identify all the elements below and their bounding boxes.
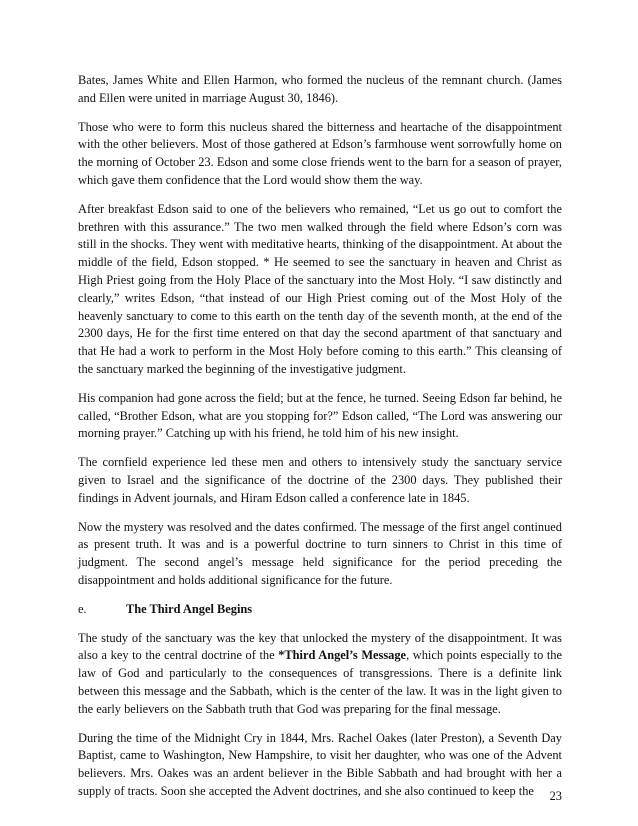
section-heading bbox=[78, 601, 562, 619]
third-angel-message-emphasis: *Third Angel’s Message bbox=[278, 648, 407, 663]
paragraph-rachel-oakes: During the time of the Midnight Cry in 1844, Mrs. Rachel Oakes (later Preston), a Seventh Day Baptist, came to Washington, New Hampshire, to visit her daughter, who was one of the Advent believers. Mrs. Oakes was an ardent believer in the Bible Sabbath and had brought with her a supply of tracts. Soon she accepted the Advent doctrines, and she also continued to keep the bbox=[78, 730, 562, 798]
section-title: The Third Angel Begins bbox=[126, 601, 253, 616]
paragraph-companion: His companion had gone across the field; but at the fence, he turned. Seeing Edson far behind, he called, “Brother Edson, what are you stopping for?” Edson called, “The Lord was answering our morning prayer.” Catching up with his friend, he told him of his new insight. bbox=[78, 390, 562, 441]
paragraph-third-angel bbox=[78, 630, 562, 719]
paragraph-third-angel-text-end: , which points especially to the law of God and particularly to the consequences of transgressions. There is a definite link between this message and the Sabbath, which is the center of the law. It was in the light given to the early believers on the Sabbath truth that God was preparing for the final message. bbox=[78, 648, 562, 716]
paragraph-cornfield-vision: After breakfast Edson said to one of the believers who remained, “Let us go out to comfort the brethren with this assurance.” The two men walked through the field where Edson’s corn was still in the shocks. They went with meditative hearts, thinking of the disappointment. At about the middle of the field, Edson stopped. * He seemed to see the sanctuary in heaven and Christ as High Priest going from the Holy Place of the sanctuary into the Most Holy. “I saw distinctly and clearly,” writes Edson, “that instead of our High Priest coming out of the Most Holy of the heavenly sanctuary to come to this earth on the tenth day of the seventh month, at the end of the 2300 days, He for the first time entered on that day the second apartment of that sanctuary and that He had a work to perform in the Most Holy before coming to this earth.” This cleansing of the sanctuary marked the beginning of the investigative judgment. bbox=[78, 201, 562, 376]
page-number: 23 bbox=[549, 789, 562, 803]
paragraph-remnant-nucleus: Bates, James White and Ellen Harmon, who formed the nucleus of the remnant church. (James and Ellen were united in marriage August 30, 1846). bbox=[78, 73, 562, 105]
section-number: e. bbox=[78, 601, 87, 616]
paragraph-mystery-resolved: Now the mystery was resolved and the dates confirmed. The message of the first angel continued as present truth. It was and is a powerful doctrine to turn sinners to Christ in this time of judgment. The second angel’s message held significance for the period preceding the disappointment and holds additional significance for the future. bbox=[78, 519, 562, 587]
paragraph-sanctuary-study: The cornfield experience led these men and others to intensively study the sanctuary service given to Israel and the significance of the doctrine of the 2300 days. They published their findings in Advent journals, and Hiram Edson called a conference late in 1845. bbox=[78, 455, 562, 505]
paragraph-disappointment: Those who were to form this nucleus shared the bitterness and heartache of the disappointment with the other believers. Most of those gathered at Edson’s farmhouse went sorrowfully home on the morning of October 23. Edson and some close friends went to the barn for a season of prayer, which gave them confidence that the Lord would show them the way. bbox=[78, 119, 562, 187]
paragraph-third-angel-text-start: The study of the sanctuary was the key that unlocked the mystery of the disappointment. It was also a key to the central doctrine of the bbox=[78, 630, 562, 663]
